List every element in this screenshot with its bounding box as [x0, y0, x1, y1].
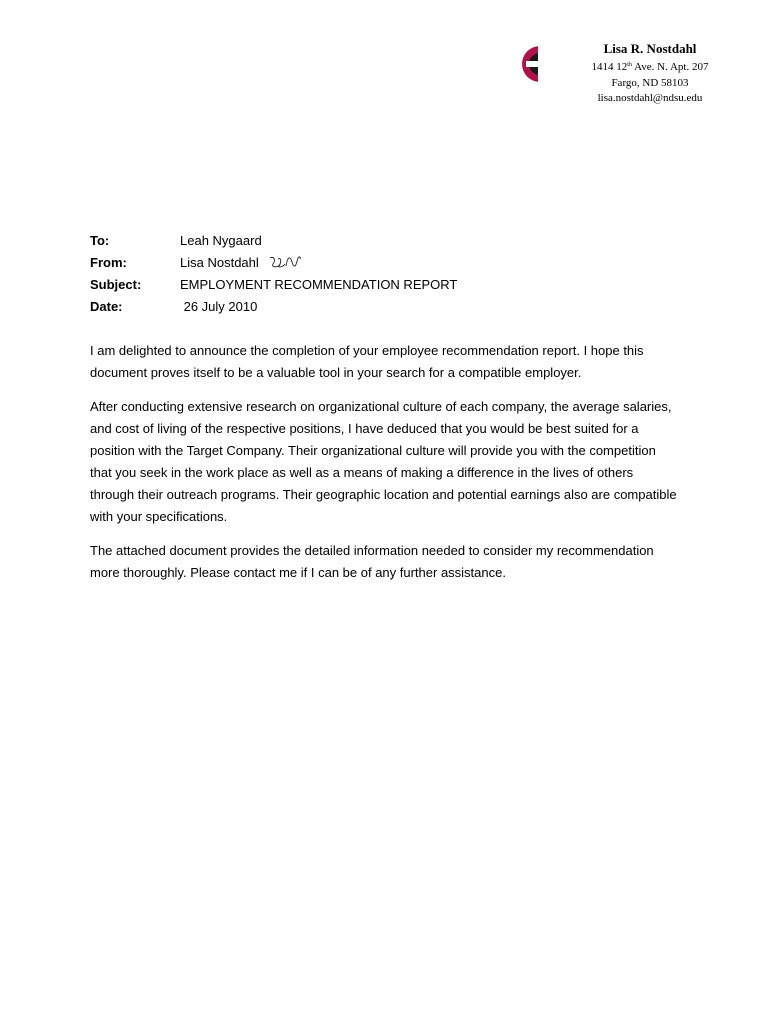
memo-row-from	[90, 252, 690, 274]
to-label: To:	[90, 233, 110, 248]
from-value-wrapper	[180, 252, 690, 274]
sender-email: lisa.nostdahl@ndsu.edu	[597, 92, 703, 104]
address-rest: Ave. N. Apt. 207	[631, 61, 709, 73]
handwritten-initials-signature	[268, 254, 302, 276]
memo-row-date	[90, 296, 690, 318]
half-circle-logo-icon	[520, 44, 538, 84]
address-number: 1414 12	[591, 61, 628, 73]
contact-block	[560, 40, 740, 107]
address-suffix: th	[627, 62, 632, 68]
letter-body	[90, 340, 680, 596]
from-value: Lisa Nostdahl	[180, 255, 259, 270]
letterhead	[520, 40, 760, 110]
memo-row-to	[90, 230, 690, 252]
to-value: Leah Nygaard	[180, 233, 262, 248]
body-paragraph: I am delighted to announce the completion of your employee recommendation report. I hope this document proves itself to be a valuable tool in your search for a compatible employer.	[90, 343, 644, 380]
date-label: Date:	[90, 299, 123, 314]
sender-name: Lisa R. Nostdahl	[603, 41, 697, 56]
memo-header	[90, 230, 690, 318]
body-paragraph: After conducting extensive research on organizational culture of each company, the average salaries, and cost of living of the respective positions, I have deduced that you would be best suited for a position with the Target Company. Their organizational culture will provide you with the competition that you seek in the work place as well as a means of making a difference in the lives of others through their outreach programs. Their geographic location and potential earnings also are compatible with your specifications.	[90, 399, 677, 524]
sender-address	[560, 58, 740, 76]
subject-value: EMPLOYMENT RECOMMENDATION REPORT	[180, 277, 458, 292]
from-label: From:	[90, 255, 127, 270]
subject-label: Subject:	[90, 277, 142, 292]
body-paragraph: The attached document provides the detailed information needed to consider my recommendation more thoroughly. Please contact me if I can be of any further assistance.	[90, 543, 654, 580]
sender-city: Fargo, ND 58103	[611, 76, 689, 89]
date-value: 26 July 2010	[180, 299, 258, 314]
memo-row-subject	[90, 274, 690, 296]
